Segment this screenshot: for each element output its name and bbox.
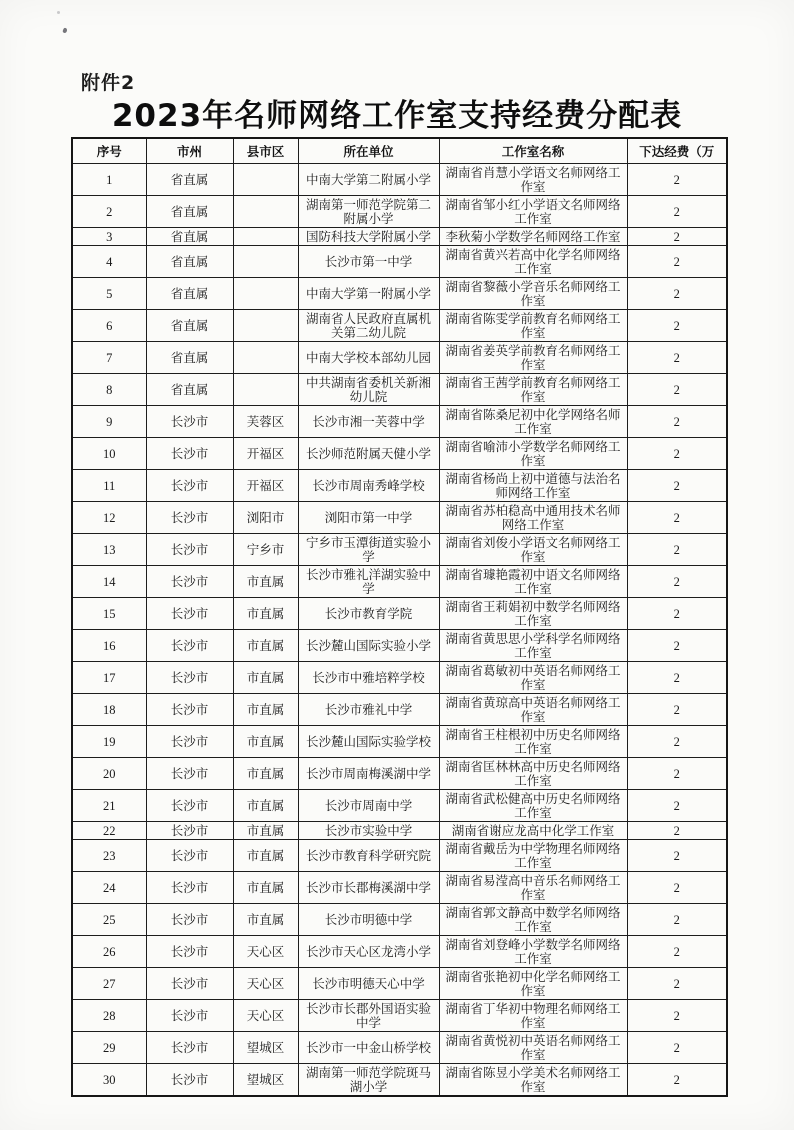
cell-studio: 湖南省王莉娟初中数学名师网络工作室 <box>439 598 627 630</box>
cell-unit: 长沙市明德天心中学 <box>298 968 439 1000</box>
cell-studio: 湖南省喻沛小学数学名师网络工作室 <box>439 438 627 470</box>
cell-county <box>233 310 298 342</box>
cell-studio: 湖南省陈雯学前教育名师网络工作室 <box>439 310 627 342</box>
cell-unit: 中南大学第二附属小学 <box>298 164 439 196</box>
cell-studio: 湖南省杨尚上初中道德与法治名师网络工作室 <box>439 470 627 502</box>
cell-unit: 中共湖南省委机关新湘幼儿院 <box>298 374 439 406</box>
cell-studio: 湖南省陈桑尼初中化学网络名师工作室 <box>439 406 627 438</box>
cell-studio: 湖南省王柱根初中历史名师网络工作室 <box>439 726 627 758</box>
table-row <box>72 726 727 758</box>
table-row <box>72 278 727 310</box>
cell-funds: 2 <box>627 872 727 904</box>
cell-index: 4 <box>72 246 146 278</box>
cell-unit: 长沙市教育科学研究院 <box>298 840 439 872</box>
cell-county: 芙蓉区 <box>233 406 298 438</box>
cell-index: 18 <box>72 694 146 726</box>
table-row <box>72 662 727 694</box>
cell-unit: 长沙市雅礼洋湖实验中学 <box>298 566 439 598</box>
cell-county: 市直属 <box>233 598 298 630</box>
cell-city: 长沙市 <box>146 406 233 438</box>
cell-city: 长沙市 <box>146 1064 233 1097</box>
cell-city: 省直属 <box>146 228 233 246</box>
cell-county: 市直属 <box>233 822 298 840</box>
cell-city: 长沙市 <box>146 904 233 936</box>
cell-index: 19 <box>72 726 146 758</box>
cell-city: 长沙市 <box>146 1032 233 1064</box>
cell-index: 10 <box>72 438 146 470</box>
cell-funds: 2 <box>627 630 727 662</box>
cell-unit: 长沙市第一中学 <box>298 246 439 278</box>
cell-funds: 2 <box>627 246 727 278</box>
table-row <box>72 872 727 904</box>
cell-funds: 2 <box>627 438 727 470</box>
table-row <box>72 310 727 342</box>
cell-county: 天心区 <box>233 968 298 1000</box>
cell-city: 长沙市 <box>146 758 233 790</box>
cell-unit: 长沙市周南中学 <box>298 790 439 822</box>
cell-county: 天心区 <box>233 1000 298 1032</box>
cell-unit: 长沙市雅礼中学 <box>298 694 439 726</box>
cell-city: 省直属 <box>146 342 233 374</box>
cell-index: 15 <box>72 598 146 630</box>
cell-funds: 2 <box>627 694 727 726</box>
column-header-county: 县市区 <box>233 138 298 164</box>
cell-city: 长沙市 <box>146 598 233 630</box>
cell-index: 9 <box>72 406 146 438</box>
cell-county: 市直属 <box>233 904 298 936</box>
table-row <box>72 534 727 566</box>
cell-county: 市直属 <box>233 694 298 726</box>
cell-county: 市直属 <box>233 758 298 790</box>
cell-funds: 2 <box>627 968 727 1000</box>
cell-unit: 长沙市中雅培粹学校 <box>298 662 439 694</box>
cell-city: 长沙市 <box>146 630 233 662</box>
table-row <box>72 470 727 502</box>
cell-county: 天心区 <box>233 936 298 968</box>
cell-index: 7 <box>72 342 146 374</box>
cell-funds: 2 <box>627 822 727 840</box>
cell-unit: 长沙市周南梅溪湖中学 <box>298 758 439 790</box>
cell-studio: 湖南省陈昱小学美术名师网络工作室 <box>439 1064 627 1097</box>
cell-county: 市直属 <box>233 790 298 822</box>
cell-index: 16 <box>72 630 146 662</box>
cell-unit: 国防科技大学附属小学 <box>298 228 439 246</box>
table-row <box>72 822 727 840</box>
cell-funds: 2 <box>627 406 727 438</box>
table-row <box>72 1032 727 1064</box>
cell-unit: 长沙市一中金山桥学校 <box>298 1032 439 1064</box>
cell-funds: 2 <box>627 1032 727 1064</box>
cell-index: 22 <box>72 822 146 840</box>
cell-city: 省直属 <box>146 278 233 310</box>
cell-city: 长沙市 <box>146 822 233 840</box>
column-header-city: 市州 <box>146 138 233 164</box>
cell-unit: 长沙市天心区龙湾小学 <box>298 936 439 968</box>
cell-unit: 长沙市长郡梅溪湖中学 <box>298 872 439 904</box>
cell-funds: 2 <box>627 790 727 822</box>
cell-index: 25 <box>72 904 146 936</box>
table-row <box>72 630 727 662</box>
cell-city: 长沙市 <box>146 534 233 566</box>
cell-studio: 湖南省黄思思小学科学名师网络工作室 <box>439 630 627 662</box>
cell-funds: 2 <box>627 904 727 936</box>
cell-county <box>233 196 298 228</box>
cell-county: 市直属 <box>233 630 298 662</box>
table-row <box>72 598 727 630</box>
column-header-index: 序号 <box>72 138 146 164</box>
cell-funds: 2 <box>627 310 727 342</box>
cell-funds: 2 <box>627 196 727 228</box>
cell-unit: 长沙市明德中学 <box>298 904 439 936</box>
cell-studio: 湖南省谢应龙高中化学工作室 <box>439 822 627 840</box>
cell-unit: 长沙市周南秀峰学校 <box>298 470 439 502</box>
cell-county: 市直属 <box>233 726 298 758</box>
table-body <box>72 164 727 1097</box>
table-row <box>72 1064 727 1097</box>
cell-unit: 长沙市湘一芙蓉中学 <box>298 406 439 438</box>
cell-funds: 2 <box>627 374 727 406</box>
cell-studio: 湖南省葛敏初中英语名师网络工作室 <box>439 662 627 694</box>
scan-speck-artifact <box>62 27 68 33</box>
cell-city: 长沙市 <box>146 438 233 470</box>
table-header-row <box>72 138 727 164</box>
cell-studio: 湖南省匡林林高中历史名师网络工作室 <box>439 758 627 790</box>
cell-index: 12 <box>72 502 146 534</box>
cell-county <box>233 374 298 406</box>
table-row <box>72 196 727 228</box>
cell-unit: 湖南第一师范学院斑马湖小学 <box>298 1064 439 1097</box>
cell-county: 市直属 <box>233 566 298 598</box>
cell-funds: 2 <box>627 758 727 790</box>
table-row <box>72 968 727 1000</box>
cell-city: 长沙市 <box>146 694 233 726</box>
cell-index: 11 <box>72 470 146 502</box>
column-header-funds: 下达经费（万 <box>627 138 727 164</box>
cell-city: 长沙市 <box>146 790 233 822</box>
table-row <box>72 904 727 936</box>
cell-county: 市直属 <box>233 662 298 694</box>
cell-city: 长沙市 <box>146 968 233 1000</box>
cell-city: 省直属 <box>146 374 233 406</box>
table-row <box>72 502 727 534</box>
table-row <box>72 840 727 872</box>
table-row <box>72 406 727 438</box>
cell-county: 宁乡市 <box>233 534 298 566</box>
cell-index: 29 <box>72 1032 146 1064</box>
table-header <box>72 138 727 164</box>
cell-index: 30 <box>72 1064 146 1097</box>
cell-city: 长沙市 <box>146 470 233 502</box>
cell-index: 20 <box>72 758 146 790</box>
cell-unit: 长沙师范附属天健小学 <box>298 438 439 470</box>
cell-city: 省直属 <box>146 164 233 196</box>
cell-index: 1 <box>72 164 146 196</box>
table-row <box>72 246 727 278</box>
cell-studio: 湖南省黄琼高中英语名师网络工作室 <box>439 694 627 726</box>
cell-index: 8 <box>72 374 146 406</box>
cell-funds: 2 <box>627 1000 727 1032</box>
cell-city: 长沙市 <box>146 502 233 534</box>
table-row <box>72 1000 727 1032</box>
cell-city: 省直属 <box>146 196 233 228</box>
cell-funds: 2 <box>627 936 727 968</box>
table-row <box>72 374 727 406</box>
cell-studio: 李秋菊小学数学名师网络工作室 <box>439 228 627 246</box>
cell-studio: 湖南省刘登峰小学数学名师网络工作室 <box>439 936 627 968</box>
cell-unit: 宁乡市玉潭街道实验小学 <box>298 534 439 566</box>
cell-index: 27 <box>72 968 146 1000</box>
fund-allocation-table <box>71 137 728 1097</box>
table-row <box>72 758 727 790</box>
cell-funds: 2 <box>627 470 727 502</box>
cell-city: 长沙市 <box>146 662 233 694</box>
cell-county: 浏阳市 <box>233 502 298 534</box>
cell-studio: 湖南省苏柏稳高中通用技术名师网络工作室 <box>439 502 627 534</box>
table-row <box>72 790 727 822</box>
cell-unit: 长沙市长郡外国语实验中学 <box>298 1000 439 1032</box>
cell-funds: 2 <box>627 662 727 694</box>
cell-city: 长沙市 <box>146 840 233 872</box>
cell-unit: 长沙市实验中学 <box>298 822 439 840</box>
cell-unit: 长沙麓山国际实验学校 <box>298 726 439 758</box>
column-header-unit: 所在单位 <box>298 138 439 164</box>
cell-county <box>233 342 298 374</box>
cell-studio: 湖南省邹小红小学语文名师网络工作室 <box>439 196 627 228</box>
cell-funds: 2 <box>627 1064 727 1097</box>
cell-index: 6 <box>72 310 146 342</box>
cell-studio: 湖南省武松健高中历史名师网络工作室 <box>439 790 627 822</box>
cell-studio: 湖南省姜英学前教育名师网络工作室 <box>439 342 627 374</box>
cell-studio: 湖南省王茜学前教育名师网络工作室 <box>439 374 627 406</box>
cell-city: 长沙市 <box>146 872 233 904</box>
cell-city: 长沙市 <box>146 726 233 758</box>
cell-index: 13 <box>72 534 146 566</box>
cell-funds: 2 <box>627 228 727 246</box>
cell-county <box>233 246 298 278</box>
cell-index: 3 <box>72 228 146 246</box>
cell-city: 长沙市 <box>146 936 233 968</box>
cell-index: 28 <box>72 1000 146 1032</box>
cell-unit: 长沙市教育学院 <box>298 598 439 630</box>
cell-unit: 浏阳市第一中学 <box>298 502 439 534</box>
cell-studio: 湖南省黄悦初中英语名师网络工作室 <box>439 1032 627 1064</box>
cell-funds: 2 <box>627 164 727 196</box>
cell-county <box>233 228 298 246</box>
cell-city: 长沙市 <box>146 566 233 598</box>
cell-unit: 中南大学第一附属小学 <box>298 278 439 310</box>
cell-studio: 湖南省璩艳霞初中语文名师网络工作室 <box>439 566 627 598</box>
cell-studio: 湖南省戴岳为中学物理名师网络工作室 <box>439 840 627 872</box>
table-row <box>72 694 727 726</box>
cell-county: 市直属 <box>233 872 298 904</box>
cell-funds: 2 <box>627 598 727 630</box>
table-row <box>72 164 727 196</box>
cell-city: 省直属 <box>146 310 233 342</box>
cell-funds: 2 <box>627 534 727 566</box>
cell-city: 省直属 <box>146 246 233 278</box>
table-row <box>72 438 727 470</box>
cell-county: 望城区 <box>233 1064 298 1097</box>
table-row <box>72 936 727 968</box>
cell-index: 17 <box>72 662 146 694</box>
cell-studio: 湖南省易滢高中音乐名师网络工作室 <box>439 872 627 904</box>
cell-studio: 湖南省刘俊小学语文名师网络工作室 <box>439 534 627 566</box>
cell-funds: 2 <box>627 840 727 872</box>
cell-county: 开福区 <box>233 438 298 470</box>
cell-county: 市直属 <box>233 840 298 872</box>
table-row <box>72 566 727 598</box>
column-header-studio: 工作室名称 <box>439 138 627 164</box>
cell-studio: 湖南省黄兴若高中化学名师网络工作室 <box>439 246 627 278</box>
scan-speck-artifact <box>57 11 60 14</box>
cell-index: 14 <box>72 566 146 598</box>
cell-studio: 湖南省肖慧小学语文名师网络工作室 <box>439 164 627 196</box>
cell-index: 26 <box>72 936 146 968</box>
cell-index: 2 <box>72 196 146 228</box>
cell-unit: 长沙麓山国际实验小学 <box>298 630 439 662</box>
cell-unit: 湖南省人民政府直属机关第二幼儿院 <box>298 310 439 342</box>
cell-county: 望城区 <box>233 1032 298 1064</box>
cell-county <box>233 164 298 196</box>
table-row <box>72 228 727 246</box>
table-row <box>72 342 727 374</box>
cell-unit: 中南大学校本部幼儿园 <box>298 342 439 374</box>
cell-funds: 2 <box>627 342 727 374</box>
cell-funds: 2 <box>627 726 727 758</box>
cell-index: 23 <box>72 840 146 872</box>
cell-county <box>233 278 298 310</box>
cell-county: 开福区 <box>233 470 298 502</box>
attachment-label: 附件2 <box>81 72 136 94</box>
cell-studio: 湖南省丁华初中物理名师网络工作室 <box>439 1000 627 1032</box>
cell-city: 长沙市 <box>146 1000 233 1032</box>
cell-index: 21 <box>72 790 146 822</box>
cell-index: 24 <box>72 872 146 904</box>
cell-studio: 湖南省张艳初中化学名师网络工作室 <box>439 968 627 1000</box>
cell-funds: 2 <box>627 502 727 534</box>
cell-funds: 2 <box>627 278 727 310</box>
page-title: 2023年名师网络工作室支持经费分配表 <box>111 98 683 134</box>
cell-index: 5 <box>72 278 146 310</box>
cell-funds: 2 <box>627 566 727 598</box>
cell-studio: 湖南省郭文静高中数学名师网络工作室 <box>439 904 627 936</box>
cell-studio: 湖南省黎薇小学音乐名师网络工作室 <box>439 278 627 310</box>
cell-unit: 湖南第一师范学院第二附属小学 <box>298 196 439 228</box>
